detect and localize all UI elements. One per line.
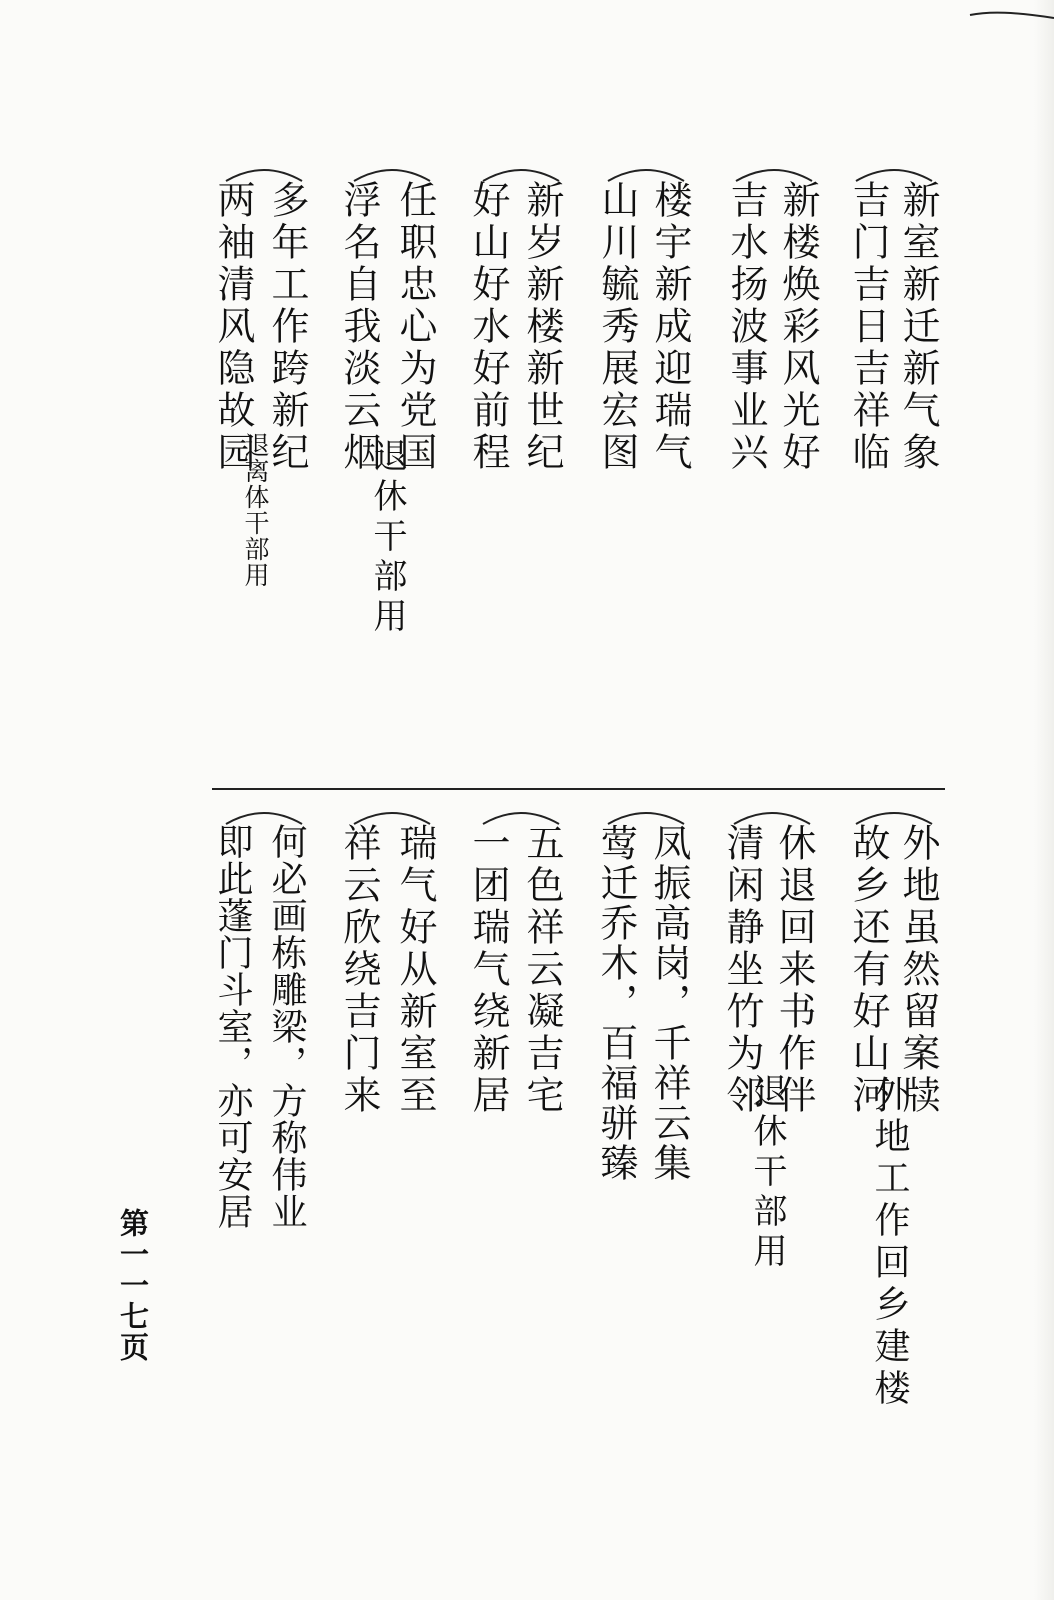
couplet-2-first-line: 新楼焕彩风光好 bbox=[776, 180, 820, 474]
couplet-11-second-line: 祥云欣绕吉门来 bbox=[337, 823, 381, 1117]
couplet-9-second-line: 莺迁乔木，百福骈臻 bbox=[594, 823, 638, 1183]
couplet-1-second-line: 吉门吉日吉祥临 bbox=[846, 180, 890, 474]
couplet-10-second-line: 一团瑞气绕新居 bbox=[466, 823, 510, 1117]
couplet-1-first-line: 新室新迁新气象 bbox=[896, 180, 940, 474]
couplet-5-usage-note: 退休干部用 bbox=[367, 438, 407, 638]
couplet-8-usage-note: 退休干部用 bbox=[747, 1073, 787, 1273]
couplet-4-second-line: 好山好水好前程 bbox=[466, 180, 510, 474]
couplet-6-usage-note: 退离体干部用 bbox=[241, 432, 270, 588]
couplet-4-first-line: 新岁新楼新世纪 bbox=[520, 180, 564, 474]
couplet-3-first-line: 楼宇新成迎瑞气 bbox=[648, 180, 692, 474]
couplet-10-first-line: 五色祥云凝吉宅 bbox=[520, 823, 564, 1117]
couplet-5-second-line: 浮名自我淡云烟 bbox=[337, 180, 381, 474]
section-divider bbox=[212, 788, 945, 790]
couplet-2-second-line: 吉水扬波事业兴 bbox=[724, 180, 768, 474]
couplet-7-first-line: 外地虽然留案牍 bbox=[896, 823, 940, 1117]
couplet-8-second-line: 清闲静坐竹为邻 bbox=[720, 823, 764, 1117]
couplet-3-second-line: 山川毓秀展宏图 bbox=[595, 180, 639, 474]
couplet-9-first-line: 凤振高岗，千祥云集 bbox=[647, 823, 691, 1183]
couplet-5-first-line: 任职忠心为党国 bbox=[393, 180, 437, 474]
couplet-12-first-line: 何必画栋雕梁，方称伟业 bbox=[266, 823, 307, 1230]
couplet-6-first-line: 多年工作跨新纪 bbox=[265, 180, 309, 474]
couplet-7-usage-note: 外地工作回乡建楼 bbox=[869, 1075, 910, 1411]
page-number: 第一一七页 bbox=[116, 1208, 150, 1363]
couplet-7-second-line: 故乡还有好山河 bbox=[846, 823, 890, 1117]
scan-mark bbox=[970, 10, 1054, 20]
couplet-12-second-line: 即此蓬门斗室，亦可安居 bbox=[212, 823, 253, 1230]
couplet-6-second-line: 两袖清风隐故园 bbox=[211, 180, 255, 474]
couplet-11-first-line: 瑞气好从新室至 bbox=[393, 823, 437, 1117]
couplet-8-first-line: 休退回来书作伴 bbox=[772, 823, 816, 1117]
scan-shadow bbox=[1034, 0, 1054, 1600]
